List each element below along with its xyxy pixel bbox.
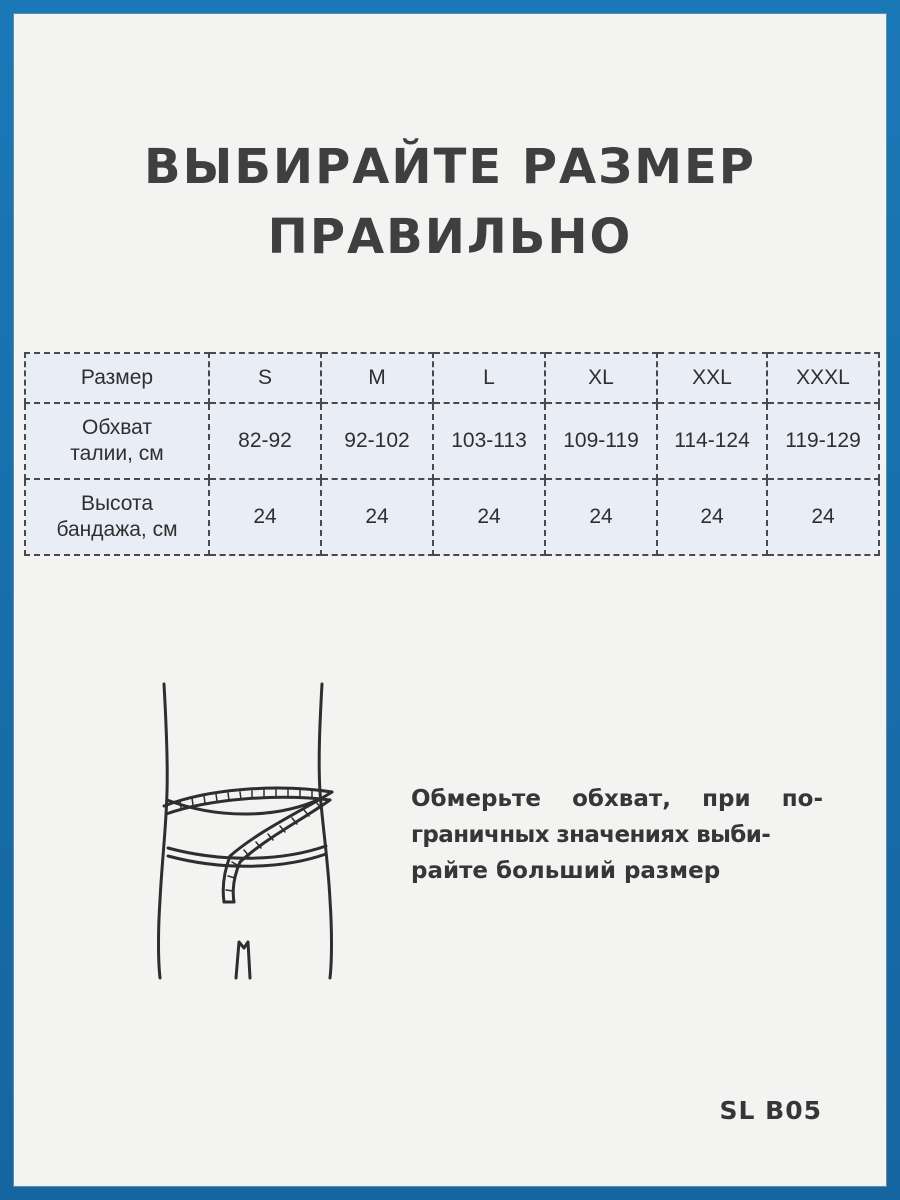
waist-measuring-tape-icon: [140, 680, 340, 990]
header-cell-xxxl: XXXL: [767, 353, 879, 403]
title-line-1: ВЫБИРАЙТЕ РАЗМЕР: [144, 139, 756, 195]
table-row-height: [25, 479, 879, 555]
note-line-3: райте больший размер: [411, 858, 721, 884]
note-word: при: [702, 786, 751, 812]
product-code: SL B05: [719, 1096, 822, 1125]
note-word: обхват,: [572, 786, 671, 812]
note-line-2: граничных значениях выби-: [411, 822, 771, 848]
header-cell-s: S: [209, 353, 321, 403]
header-cell-xl: XL: [545, 353, 657, 403]
table-cell: 24: [433, 479, 545, 555]
note-word: Обмерьте: [411, 786, 541, 812]
table-cell: 24: [767, 479, 879, 555]
header-cell-l: L: [433, 353, 545, 403]
content-panel: [14, 14, 886, 1186]
size-table: [24, 352, 880, 556]
row-label-waist-line2: талии, см: [70, 442, 164, 465]
note-line-1: [411, 781, 823, 817]
table-cell: 114-124: [657, 403, 767, 479]
table-cell: 92-102: [321, 403, 433, 479]
table-cell: 103-113: [433, 403, 545, 479]
title-line-2: ПРАВИЛЬНО: [267, 209, 633, 265]
header-cell-xxl: XXL: [657, 353, 767, 403]
table-row-waist: [25, 403, 879, 479]
table-cell: 24: [209, 479, 321, 555]
row-label-height: [25, 479, 209, 555]
header-cell-m: M: [321, 353, 433, 403]
table-cell: 24: [657, 479, 767, 555]
table-cell: 119-129: [767, 403, 879, 479]
row-label-waist-line1: Обхват: [82, 416, 152, 439]
page-title: [14, 132, 886, 272]
table-cell: 24: [321, 479, 433, 555]
row-label-height-line1: Высота: [80, 492, 154, 515]
header-cell-size: Размер: [25, 353, 209, 403]
table-cell: 109-119: [545, 403, 657, 479]
row-label-height-line2: бандажа, см: [56, 518, 178, 541]
row-label-waist: [25, 403, 209, 479]
table-cell: 24: [545, 479, 657, 555]
note-word: по-: [781, 786, 823, 812]
measurement-note: [411, 781, 823, 889]
table-header-row: [25, 353, 879, 403]
table-cell: 82-92: [209, 403, 321, 479]
